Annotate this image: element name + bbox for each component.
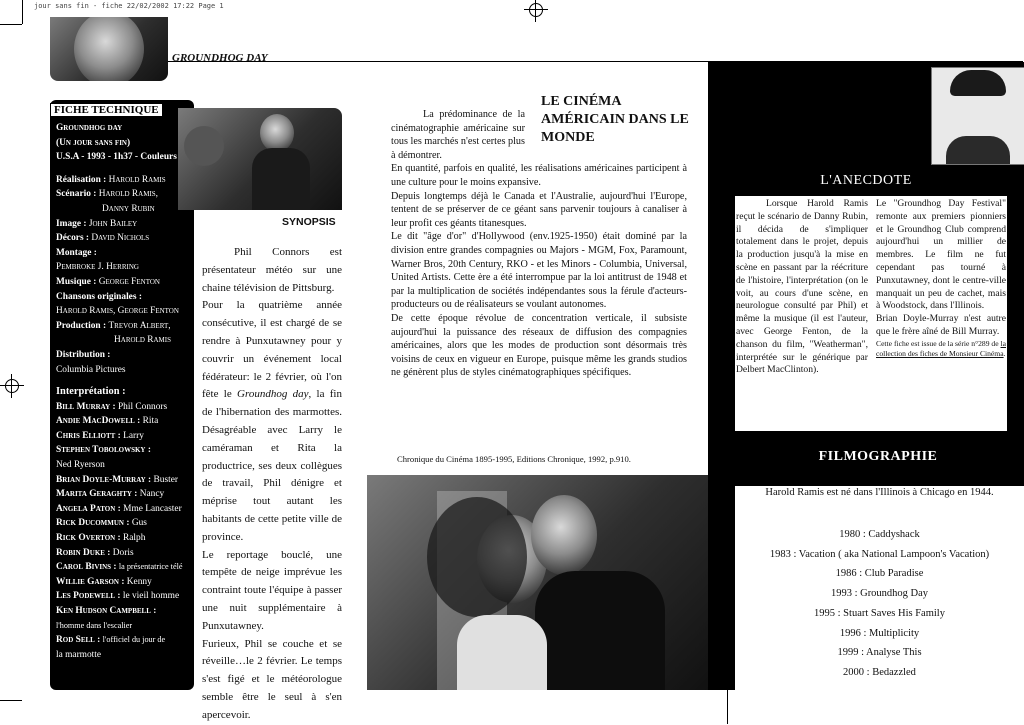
film-item: 1995 : Stuart Saves His Family [814,607,945,619]
cast-row [56,575,190,590]
film-item: 1993 : Groundhog Day [830,588,929,600]
film-item: 1980 : Caddyshack [839,529,920,540]
cast-row [56,546,190,561]
credit-chansons-label: Chansons originales : [56,291,142,302]
anecdote-left-column: Lorsque Harold Ramis reçut le scénario de Danny Rubin, il décida de s'impliquer totalement dans le projet, depuis la production jusqu'à la mise en scène en passant par la réécriture de l'histoire, l'interprétation (on le voit, au cours d'une scène, en neurologue consulté par Phil) et même la musique (il est l'auteur, avec George Fenton, de la chanson du film, "Weatherman", interprétée sur le générique par Delbert MacClinton). [736,198,868,376]
credit-montage: Pembroke J. Herring [56,262,139,273]
cast-actor: Carol Bivins : [56,562,117,573]
credit-decors: Décors : David Nichols [56,233,150,244]
cast-actor: Marita Geraghty : [56,489,138,500]
cast-role: le vieil homme [122,591,180,602]
film-item: 1986 : Club Paradise [835,568,924,580]
cast-actor: Robin Duke : [56,547,111,558]
cast-actor: Bill Murray : [56,401,116,412]
cast-role: Nancy [139,489,165,500]
cast-role: Phil Connors [117,401,168,412]
synopsis-text [202,244,342,725]
cast-row [56,473,190,488]
cast-actor: Chris Elliott : [56,430,121,441]
registration-mark-icon [524,0,548,22]
cast-row [56,648,190,663]
film-item: 1996 : Multiplicity [839,627,920,639]
cinema-p3: Depuis longtemps déjà le Canada et l'Australie, aujourd'hui l'Europe, tentent de se préserver de ce géant sans parvenir toujours à canaliser à leur profit ces géants titanesques. [391,190,687,229]
cast-actor: Les Podewell : [56,591,121,602]
cinema-p4: Le dit "âge d'or" d'Hollywood (env.1925-1950) était dominé par la division entre grandes compagnies ou Majors - MGM, Fox, Paramount, Warner Bros, 20th Century, RKO - et les Minors - Columbia, Universal, United Artists. Cette ère a été interrompue par la loi antitrust de 1948 et par la multiplication de sociétés indépendantes sous la férule d'acteurs-producteurs ou de réalisateurs se voulant autonomes. [391,231,687,311]
synopsis-p4: Furieux, Phil se couche et se réveille…le 2 février. Le temps s'est figé et le météorologue semble être le seul à s'en apercevoir. [202,637,342,721]
cast-list [56,400,190,663]
credit-chansons: Harold Ramis, George Fenton [56,306,179,317]
cast-role: la marmotte [56,649,102,660]
fiche-technique-panel [50,100,194,690]
anecdote-right-column: Le "Groundhog Day Festival" remonte aux premiers pionniers et le Groundhog Club comprend aujourd'hui un millier de membres. Le film ne fut cependant pas tourné à Punxutawney, dont le centre-ville manquait un peu de cachet, mais à Woodstock, dans l'Illinois. Brian Doyle-Murray n'est autre que le frère aîné de Bill Murray. Cette fiche est issue de la série n°289 de la collection des fiches de Monsieur Cinéma. [876,198,1006,358]
credit-musique: Musique : George Fenton [56,276,160,287]
credit-realisation: Réalisation : Harold Ramis [56,174,166,185]
cast-role: Mme Lancaster [123,503,182,514]
film-subtitle: (Un jour sans fin) [56,137,131,148]
cast-actor: Rick Overton : [56,533,121,544]
cast-row [56,619,190,634]
synopsis-label: SYNOPSIS [282,216,336,228]
cast-role: Doris [112,547,134,558]
cast-actor: Stephen Tobolowsky : [56,445,151,456]
cast-role: l'officiel du jour de [102,635,166,645]
cast-role: Buster [153,474,178,485]
fiche-technique-label: FICHE TECHNIQUE [50,103,163,117]
cast-actor: Ken Hudson Campbell : [56,606,157,616]
cast-actor: Rod Sell : [56,635,101,646]
anecdote-box [735,196,1007,431]
page-title: GROUNDHOG DAY [172,52,268,64]
cast-role: l'homme dans l'escalier [56,620,133,630]
credit-montage-label: Montage : [56,247,97,258]
crop-mark [0,24,22,25]
cast-role: Ned Ryerson [56,460,105,471]
synopsis-photo [178,108,342,210]
credit-production: Production : Trevor Albert, [56,320,171,331]
anecdote-note: Cette fiche est issue de la série n°289 de la collection des fiches de Monsieur Cinéma. [876,338,1006,358]
credit-production-2: Harold Ramis [114,335,171,346]
cast-row [56,604,190,619]
print-header: jour sans fin - fiche 22/02/2002 17:22 Page 1 [34,2,224,10]
collection-link[interactable]: la collection des fiches de Monsieur Cinéma [876,338,1006,358]
filmographie-title: FILMOGRAPHIE [818,449,938,464]
cast-row [56,414,190,429]
cast-row [56,429,190,444]
cinema-p2: En quantité, parfois en qualité, les réalisations américaines participent à une culture pour le moins expansive. [391,163,687,188]
cinema-article [391,108,687,380]
filmographie-intro: Harold Ramis est né dans l'Illinois à Chicago en 1944. [765,487,994,498]
synopsis-p2: Pour la quatrième année consécutive, il est chargé de se rendre à Punxutawney pour y couvrir un événement local fédérateur: le 2 février, où l'on fête le Groundhog day, la fin de l'hibernation des marmottes. Désagréable avec Larry le caméraman et Rita la productrice, ses deux collègues de travail, Phil dénigre et méprise tout autant les habitants de cette petite ville de province. [202,299,342,543]
bill-murray-photo [50,17,168,81]
cast-row [56,560,190,575]
film-title: Groundhog day [56,123,123,133]
cast-row [56,633,190,648]
credit-distribution: Columbia Pictures [56,364,126,375]
synopsis-p3: Le reportage bouclé, une tempête de neige imprévue les contraint toute l'équipe à passer une nuit supplémentaire à Punxutawney. [202,548,342,632]
credit-scenario-2: Danny Rubin [102,203,155,214]
cast-role: la présentatrice télé [118,562,183,572]
cast-role: Larry [123,430,144,441]
cinema-title: LE CINÉMA AMÉRICAIN DANS LE MONDE [541,94,689,145]
interpretation-label: Interprétation : [56,386,126,398]
cast-actor: Brian Doyle-Murray : [56,474,152,485]
cast-role: Gus [131,518,147,529]
harold-ramis-photo [931,67,1024,165]
cast-row [56,487,190,502]
cast-row [56,516,190,531]
film-item: 2000 : Bedazzled [843,666,916,678]
registration-mark-icon [0,374,24,398]
cinema-p5: De cette époque révolue de concentration verticale, il subsiste aujourd'hui la puissance des réseaux de diffusion des compagnies américaines, alors que les modes de production sont désormais très voisins de ceux en vigueur en Europe, puisque même les grands studios ne génèrent plus de styles cinématographiques spécifiques. [391,312,687,379]
crop-mark [727,690,728,724]
cast-actor: Willie Garson : [56,576,125,587]
crop-mark [0,700,22,701]
cinema-citation: Chronique du Cinéma 1895-1995, Editions Chronique, 1992, p.910. [397,454,631,464]
credit-scenario: Scénario : Harold Ramis, [56,189,159,200]
credit-distribution-label: Distribution : [56,349,111,360]
cast-row [56,400,190,415]
filmographie-list [735,525,1024,683]
film-item: 1983 : Vacation ( aka National Lampoon's Vacation) [769,548,990,560]
anecdote-title: L'ANECDOTE [820,173,912,188]
film-item: 1999 : Analyse This [837,647,922,659]
cast-row [56,589,190,604]
cast-role: Ralph [123,533,146,544]
cast-row [56,458,190,473]
cast-actor: Angela Paton : [56,503,121,514]
movie-still-photo [367,475,709,690]
cast-row [56,531,190,546]
cast-role: Kenny [126,576,152,587]
cast-row [56,443,190,458]
film-info: U.S.A - 1993 - 1h37 - Couleurs [56,152,177,163]
cast-actor: Andie MacDowell : [56,416,141,427]
filmographie-box [735,486,1024,690]
cinema-p1: La prédominance de la cinématographie américaine sur tous les marchés n'est certes plus à démontrer. [391,109,525,161]
cast-row [56,502,190,517]
crop-mark [22,0,23,24]
cast-role: Rita [142,416,159,427]
credit-image: Image : John Bailey [56,218,138,229]
cast-actor: Rick Ducommun : [56,518,130,529]
synopsis-p1: Phil Connors est présentateur météo sur une chaine télévision de Pittsburg. [202,246,342,294]
